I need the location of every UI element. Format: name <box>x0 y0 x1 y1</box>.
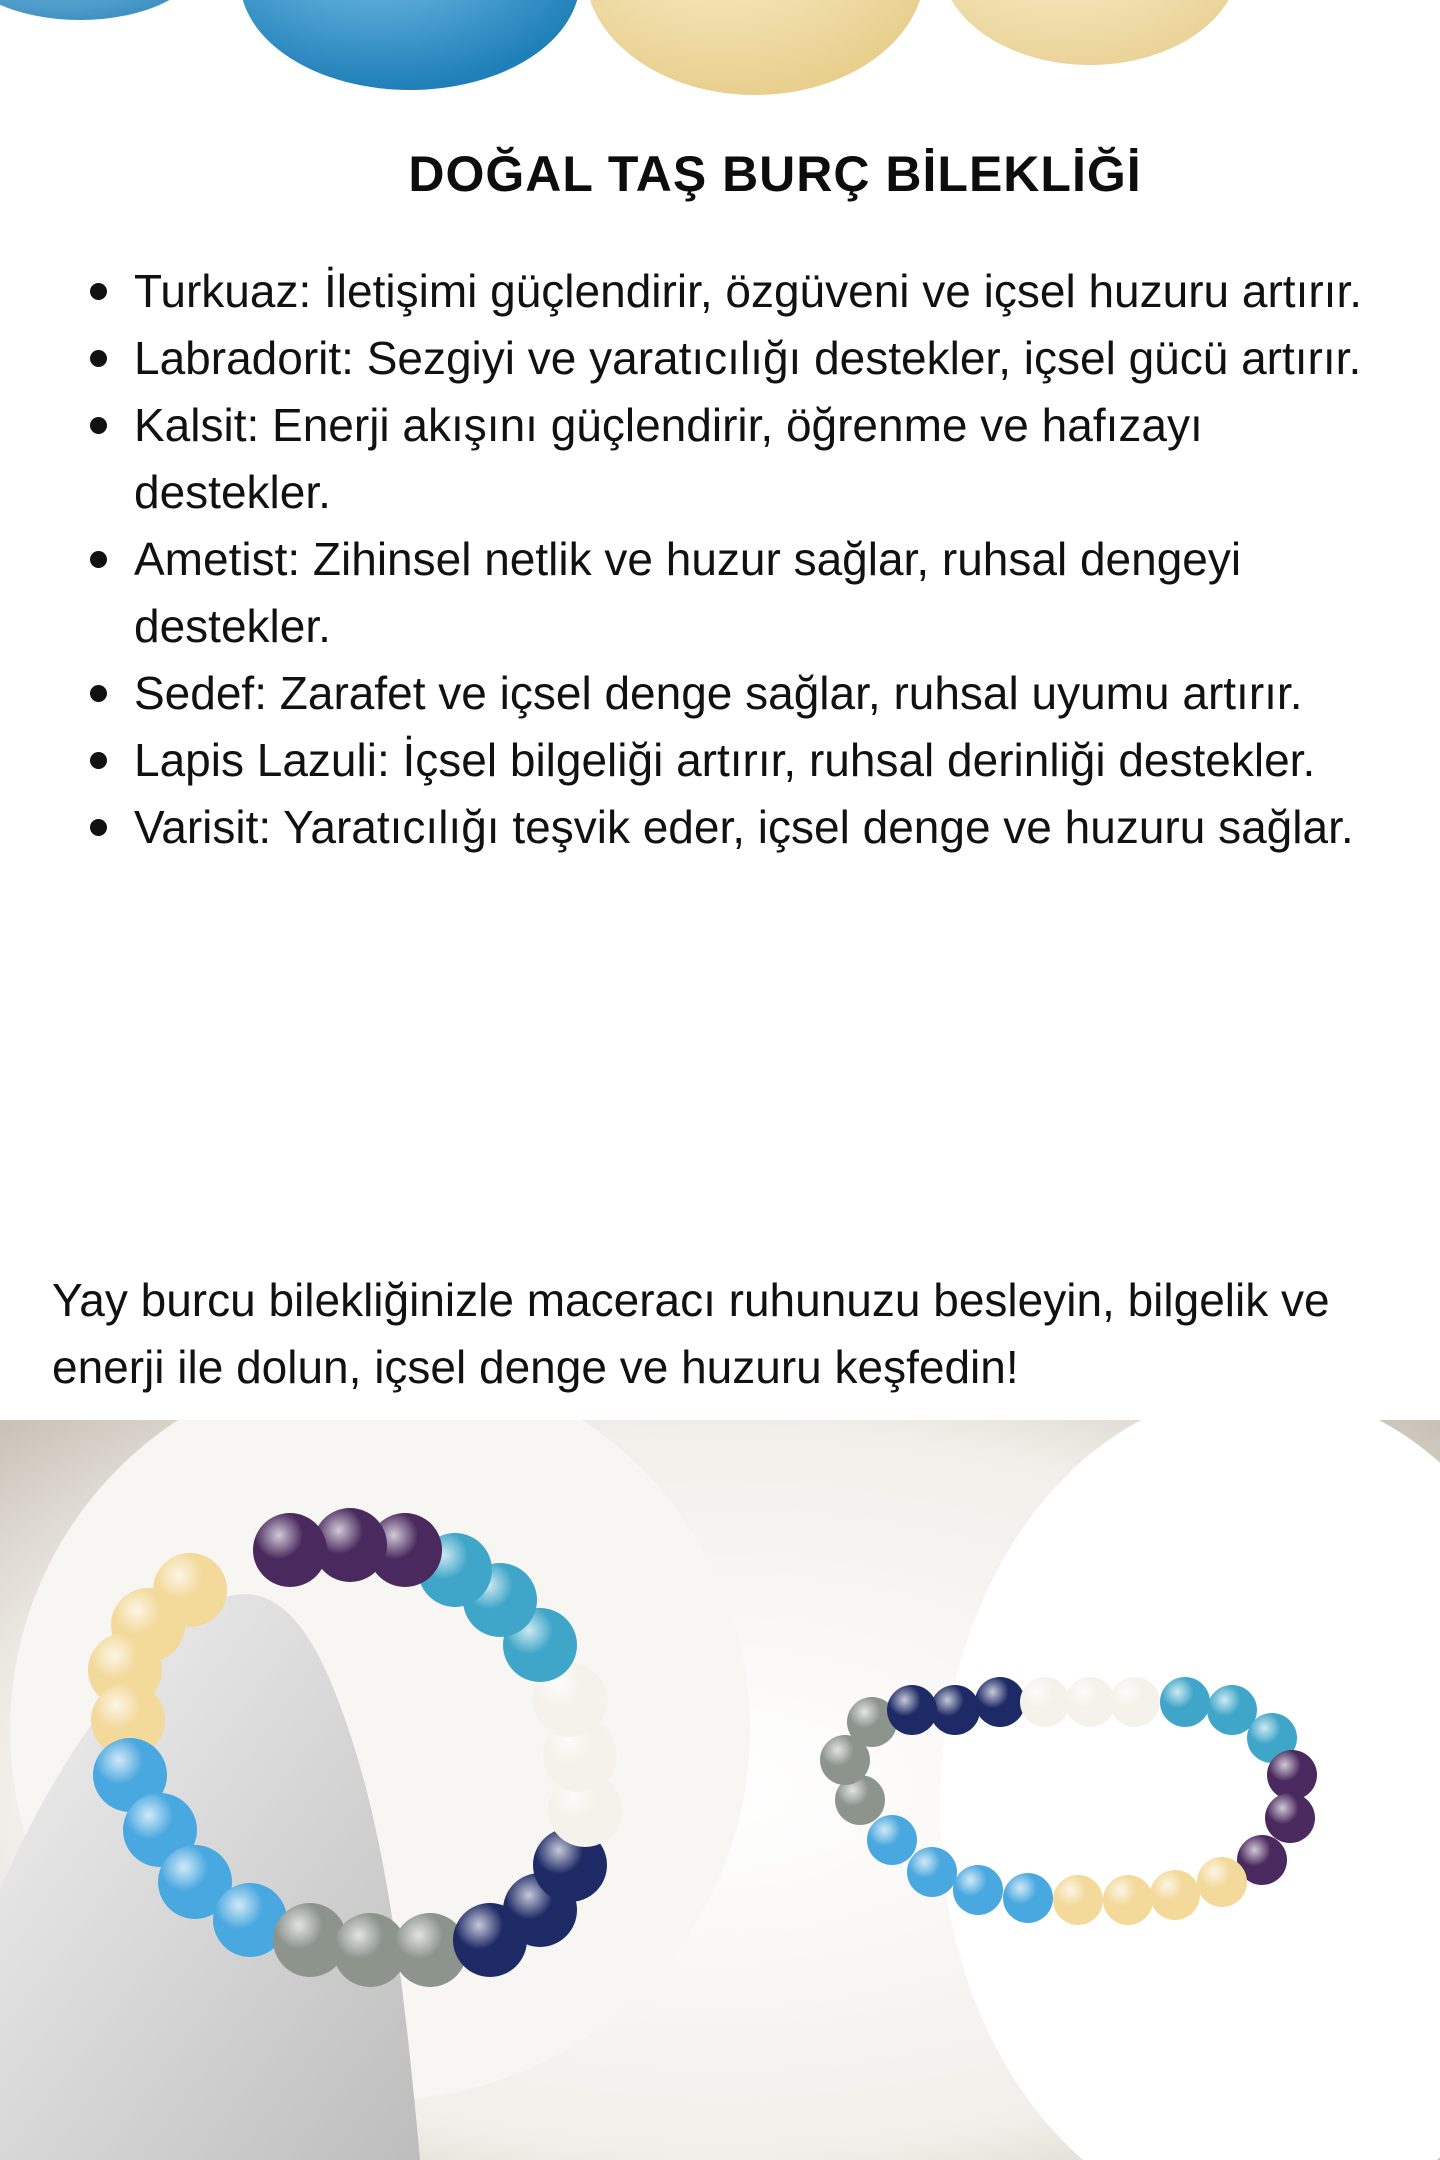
list-item <box>62 727 1402 794</box>
top-beads-image <box>0 0 1440 110</box>
bead-highlight <box>953 1865 1003 1915</box>
bullet-icon <box>90 350 107 367</box>
list-item <box>62 392 1402 526</box>
bead-highlight <box>1003 1873 1053 1923</box>
bullet-icon <box>90 283 107 300</box>
list-item <box>62 794 1402 861</box>
stone-list <box>62 258 1402 861</box>
page-title: DOĞAL TAŞ BURÇ BİLEKLİĞİ <box>408 146 1142 202</box>
list-item <box>62 325 1402 392</box>
bead-highlight <box>1265 1793 1315 1843</box>
list-item <box>62 526 1402 660</box>
bead-highlight <box>907 1847 957 1897</box>
bead-highlight <box>975 1677 1025 1727</box>
bead-highlight <box>1160 1677 1210 1727</box>
bead-highlight <box>867 1815 917 1865</box>
list-item <box>62 258 1402 325</box>
bead-highlight <box>887 1685 937 1735</box>
list-item <box>62 660 1402 727</box>
bullet-icon <box>90 752 107 769</box>
stone-description: Varisit: Yaratıcılığı teşvik eder, içsel denge ve huzuru sağlar. <box>134 801 1354 853</box>
stone-description: Sedef: Zarafet ve içsel denge sağlar, ruhsal uyumu artırır. <box>134 667 1303 719</box>
bead-highlight <box>253 1513 327 1587</box>
bullet-icon <box>90 417 107 434</box>
stone-description: Ametist: Zihinsel netlik ve huzur sağlar, ruhsal dengeyi destekler. <box>134 533 1242 652</box>
bead-highlight <box>1020 1677 1070 1727</box>
bullet-icon <box>90 551 107 568</box>
closing-text: Yay burcu bilekliğinizle maceracı ruhunuzu besleyin, bilgelik ve enerji ile dolun, içsel denge ve huzuru keşfedin! <box>52 1274 1330 1393</box>
stone-description: Kalsit: Enerji akışını güçlendirir, öğrenme ve hafızayı destekler. <box>134 399 1203 518</box>
bead-highlight <box>1053 1875 1103 1925</box>
stone-description: Labradorit: Sezgiyi ve yaratıcılığı destekler, içsel gücü artırır. <box>134 332 1362 384</box>
bullet-icon <box>90 819 107 836</box>
bead-highlight <box>1197 1857 1247 1907</box>
bead-highlight <box>1103 1875 1153 1925</box>
bead-highlight <box>1065 1677 1115 1727</box>
bracelet-photo <box>0 1420 1440 2160</box>
bead-highlight <box>930 1685 980 1735</box>
bead-highlight <box>1150 1870 1200 1920</box>
stone-description: Turkuaz: İletişimi güçlendirir, özgüveni ve içsel huzuru artırır. <box>134 265 1363 317</box>
bead-highlight <box>1110 1677 1160 1727</box>
bullet-icon <box>90 685 107 702</box>
stone-description: Lapis Lazuli: İçsel bilgeliği artırır, ruhsal derinliği destekler. <box>134 734 1316 786</box>
bead-highlight <box>1267 1750 1317 1800</box>
